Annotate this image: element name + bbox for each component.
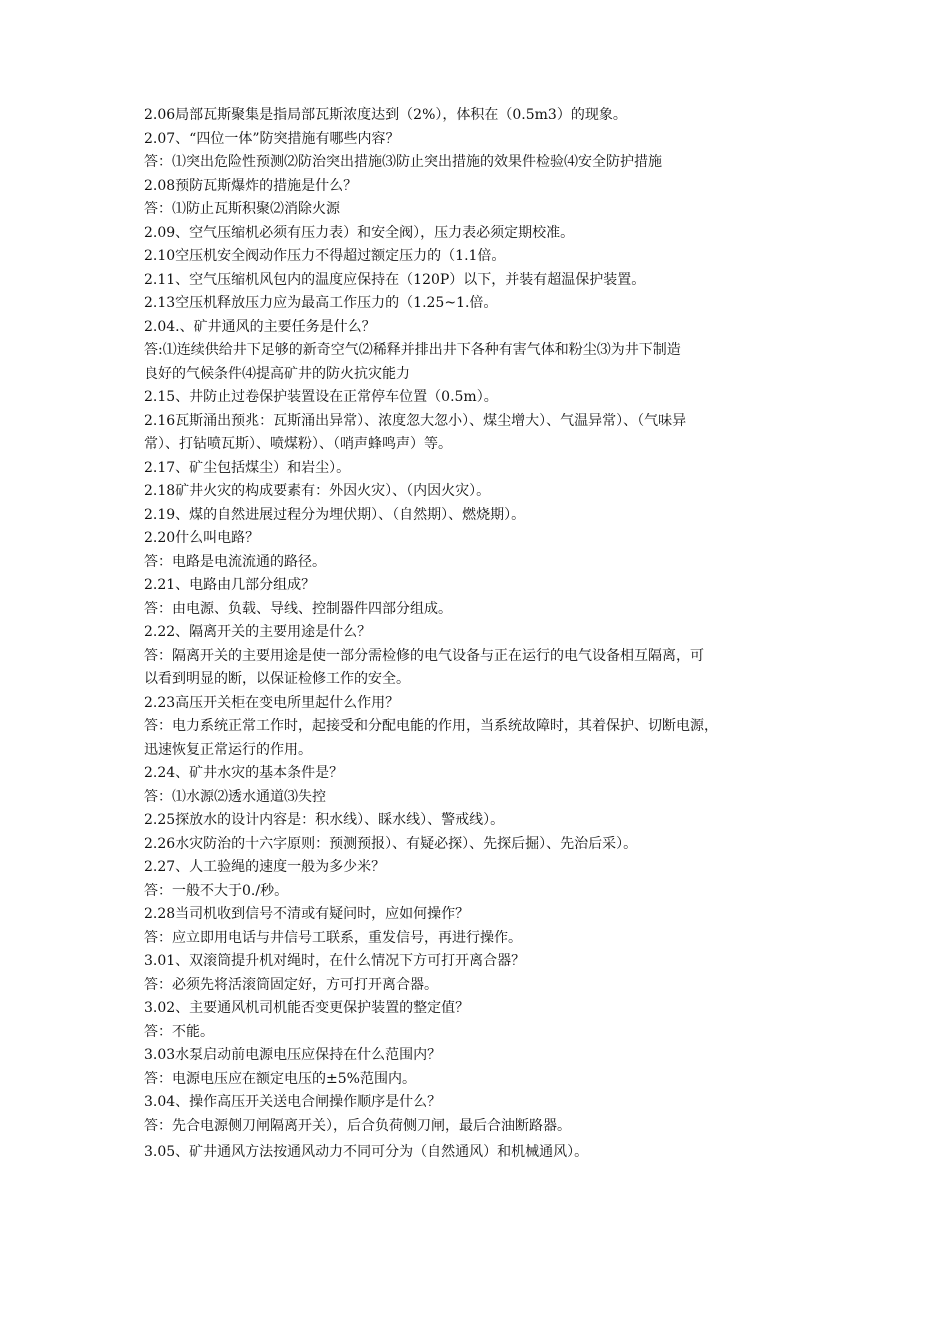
text-line: 2.08预防瓦斯爆炸的措施是什么？ [144, 177, 358, 194]
text-line: 3.03水泵启动前电源电压应保持在什么范围内？ [144, 1047, 442, 1063]
text-line: 2.25探放水的设计内容是：积水线）、睬水线）、警戒线）。 [144, 812, 505, 828]
text-line: 答：⑴水源⑵透水通道⑶失控 [144, 788, 326, 805]
text-line: 迅速恢复正常运行的作用。 [144, 741, 312, 758]
text-line: 2.23高压开关柜在变电所里起什么作用？ [144, 694, 400, 711]
text-line: 2.11、空气压缩机风包内的温度应保持在（120P）以下，并装有超温保护装置。 [144, 271, 646, 288]
text-line: 2.26水灾防治的十六字原则：预测预报）、有疑必探）、先探后掘）、先治后采）。 [144, 835, 638, 852]
text-line: 答：电源电压应在额定电压的±5%范围内。 [144, 1070, 416, 1087]
text-line: 2.17、矿尘包括煤尘）和岩尘）。 [144, 459, 351, 476]
text-line: 3.02、主要通风机司机能否变更保护装置的整定值？ [144, 1000, 470, 1016]
text-line: 答：不能。 [144, 1023, 214, 1040]
text-line: 2.22、隔离开关的主要用途是什么？ [144, 624, 372, 640]
text-line: 良好的气候条件⑷提高矿井的防火抗灾能力 [144, 365, 410, 382]
text-line: 答：⑴防止瓦斯积聚⑵消除火源 [144, 201, 340, 217]
text-line: 答：电力系统正常工作时，起接受和分配电能的作用，当系统故障时，其着保护、切断电源， [144, 718, 718, 734]
text-line: 2.21、电路由几部分组成？ [144, 577, 316, 593]
text-line: 2.04.、矿井通风的主要任务是什么？ [144, 318, 376, 335]
text-line: 2.10空压机安全阀动作压力不得超过额定压力的（1.1倍。 [144, 248, 506, 264]
text-line: 2.18矿井火灾的构成要素有：外因火灾）、（内因火灾）。 [144, 483, 491, 499]
text-line: 2.20什么叫电路？ [144, 530, 260, 546]
text-line: 答：隔离开关的主要用途是使一部分需检修的电气设备与正在运行的电气设备相互隔离，可 [144, 647, 704, 664]
text-line: 以看到明显的断，以保证检修工作的安全。 [144, 671, 410, 687]
text-line: 答：一般不大于0./秒。 [144, 882, 289, 899]
text-line: 答：电路是电流流通的路径。 [144, 553, 326, 570]
text-line: 2.13空压机释放压力应为最高工作压力的（1.25~1.倍。 [144, 295, 498, 311]
text-line: 2.06局部瓦斯聚集是指局部瓦斯浓度达到（2%），体积在（0.5m3）的现象。 [144, 107, 627, 123]
text-line: 2.24、矿井水灾的基本条件是？ [144, 765, 344, 781]
text-line: 答：应立即用电话与井信号工联系，重发信号，再进行操作。 [144, 929, 522, 946]
text-line: 答：由电源、负载、导线、控制器件四部分组成。 [144, 600, 452, 617]
text-line: 答：必须先将活滚筒固定好，方可打开离合器。 [144, 976, 438, 993]
text-line: 2.07、“四位一体”防突措施有哪些内容？ [144, 130, 400, 147]
text-line: 2.28当司机收到信号不清或有疑问时，应如何操作？ [144, 906, 470, 922]
text-line: 答:⑴连续供给井下足够的新奇空气⑵稀释并排出井下各种有害气体和粉尘⑶为井下制造 [144, 342, 681, 358]
text-line: 2.19、煤的自然进展过程分为埋伏期）、（自然期）、燃烧期）。 [144, 506, 526, 523]
text-line: 答：⑴突出危险性预测⑵防治突出措施⑶防止突出措施的效果件检验⑷安全防护措施 [144, 154, 662, 170]
text-line: 常）、打钻喷瓦斯）、喷煤粉）、（哨声蜂鸣声）等。 [144, 436, 452, 452]
text-line: 答：先合电源侧刀闸隔离开关），后合负荷侧刀闸，最后合油断路器。 [144, 1117, 571, 1134]
text-line: 2.09、空气压缩机必须有压力表）和安全阀），压力表必须定期校准。 [144, 224, 575, 241]
document-body [144, 104, 809, 1165]
text-line: 3.05、矿井通风方法按通风动力不同可分为（自然通风）和机械通风）。 [144, 1144, 589, 1160]
text-line: 2.27、人工验绳的速度一般为多少米？ [144, 859, 386, 875]
text-line: 3.04、操作高压开关送电合闸操作顺序是什么？ [144, 1094, 442, 1110]
text-line: 2.16瓦斯涌出预兆：瓦斯涌出异常）、浓度忽大忽小）、煤尘增大）、气温异常）、（气味异 [144, 412, 687, 429]
text-line: 3.01、双滚筒提升机对绳时，在什么情况下方可打开离合器？ [144, 953, 526, 969]
text-line: 2.15、井防止过卷保护装置设在正常停车位置（0.5m）。 [144, 389, 498, 405]
